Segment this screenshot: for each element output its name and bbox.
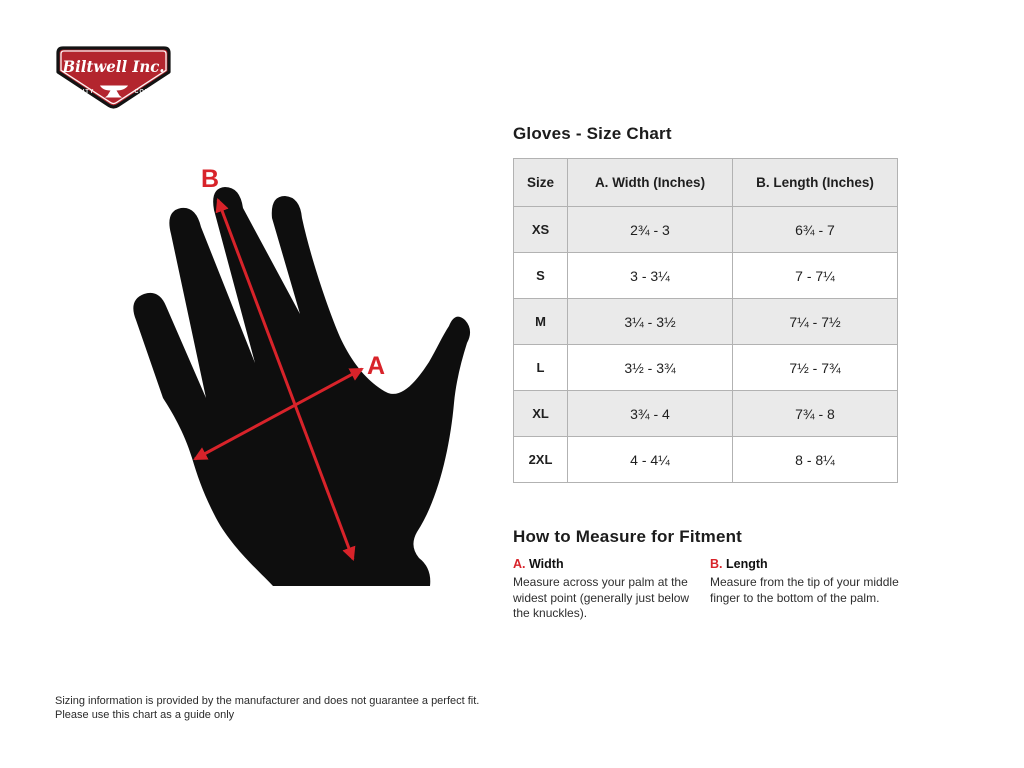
hand-measurement-diagram	[120, 150, 500, 620]
table-row	[514, 207, 898, 253]
width-value: 3¾ - 4	[568, 391, 733, 437]
table-header-row	[514, 159, 898, 207]
label-a: A	[366, 352, 386, 380]
size-value: L	[514, 345, 568, 391]
measure-width-prefix: A.	[513, 557, 526, 571]
length-value: 6¾ - 7	[733, 207, 898, 253]
size-value: S	[514, 253, 568, 299]
table-row	[514, 391, 898, 437]
measure-length-label	[710, 557, 920, 571]
column-header-size: Size	[514, 159, 568, 207]
measure-length-word: Length	[725, 557, 768, 571]
logo-tagline-counts: COUNTS”	[134, 89, 168, 95]
measure-width-text: Measure across your palm at the widest point (generally just below the knuckles).	[513, 575, 690, 620]
disclaimer-line2: Please use this chart as a guide only	[55, 709, 235, 721]
size-value: M	[514, 299, 568, 345]
length-value: 7¼ - 7½	[733, 299, 898, 345]
logo-brand-text: Biltwell Inc.	[61, 57, 165, 76]
length-value: 7½ - 7¾	[733, 345, 898, 391]
measure-length-text: Measure from the tip of your middle finger to the bottom of the palm.	[710, 575, 899, 605]
label-b: B	[200, 165, 220, 193]
length-value: 7 - 7¼	[733, 253, 898, 299]
size-value: 2XL	[514, 437, 568, 483]
width-value: 2¾ - 3	[568, 207, 733, 253]
table-row	[514, 253, 898, 299]
column-header-length: B. Length (Inches)	[733, 159, 898, 207]
size-value: XL	[514, 391, 568, 437]
measure-width-label	[513, 557, 709, 571]
length-value: 8 - 8¼	[733, 437, 898, 483]
column-header-width: A. Width (Inches)	[568, 159, 733, 207]
measure-width-word: Width	[528, 557, 564, 571]
measure-item-width	[513, 557, 709, 622]
table-row	[514, 437, 898, 483]
width-value: 4 - 4¼	[568, 437, 733, 483]
length-value: 7¾ - 8	[733, 391, 898, 437]
hand-silhouette	[133, 187, 470, 586]
measure-section-title: How to Measure for Fitment	[513, 527, 743, 546]
width-value: 3¼ - 3½	[568, 299, 733, 345]
logo-tagline-quality: “QUALITY	[59, 89, 95, 95]
measure-item-length	[710, 557, 920, 606]
size-chart-table	[513, 158, 898, 483]
measure-length-prefix: B.	[710, 557, 723, 571]
width-value: 3 - 3¼	[568, 253, 733, 299]
size-value: XS	[514, 207, 568, 253]
width-value: 3½ - 3¾	[568, 345, 733, 391]
size-chart-title: Gloves - Size Chart	[513, 124, 672, 143]
biltwell-logo	[55, 45, 172, 110]
disclaimer-line1: Sizing information is provided by the manufacturer and does not guarantee a perfect fit.	[55, 695, 480, 707]
table-row	[514, 345, 898, 391]
table-row	[514, 299, 898, 345]
disclaimer	[55, 694, 479, 722]
